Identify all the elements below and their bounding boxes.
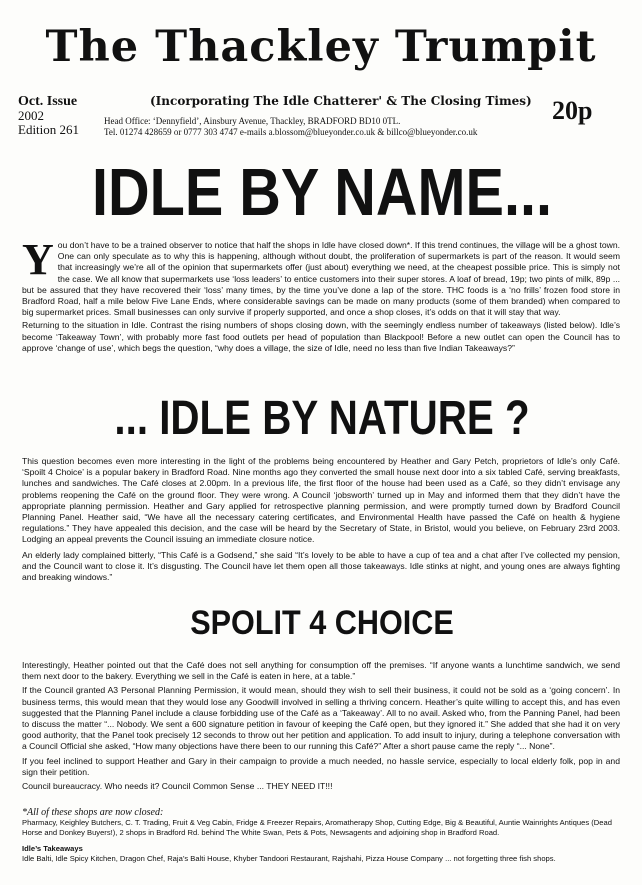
drop-cap: Y <box>22 235 54 284</box>
newspaper-title: The Thackley Trumpit <box>45 22 597 72</box>
section-1 <box>22 235 620 354</box>
section-1-paragraph-2: Returning to the situation in Idle. Contrast the rising numbers of shops closing down, with the seemingly endless number of takeaways (listed below). Idle’s become ‘Takeaway Town’, with probably more fast food outlets per head of population than Blackpool! Before a new outlet can open the Council has to approve ‘change of use’, which begs the question, “why does a village, the size of Idle, need no less than five Indian Takeaways?” <box>22 320 620 353</box>
headline-idle-by-name: IDLE BY NAME... <box>92 155 552 230</box>
takeaways-heading: Idle’s Takeaways <box>22 844 83 853</box>
newspaper-subtitle: (Incorporating The Idle Chatterer' & The Closing Times) <box>150 94 532 108</box>
section-3-paragraph-1: Interestingly, Heather pointed out that the Café does not sell anything for consumption off the premises. “If anyone wants a lunchtime sandwich, we send them next door to the bakery. Everything we sell in the Café is eaten in here, at a table.” <box>22 660 620 682</box>
price: 20p <box>552 96 593 125</box>
section-3-paragraph-4: Council bureaucracy. Who needs it? Council Common Sense ... THEY NEED IT!!! <box>22 781 333 792</box>
closed-shops-note <box>22 808 620 864</box>
closed-shops-list: Pharmacy, Keighley Butchers, C. T. Trading, Fruit & Veg Cabin, Fridge & Freezer Repairs, Aromatherapy Shop, Cutting Edge, Big & Beautiful, Auntie Wainrights Antiques (Dead Horse and Donkey Buyers!), 2 shops in Bradford Rd. behind The White Swan, Pets & Pots, Newsagents and adjoining shop in Bradford Road. <box>22 818 612 837</box>
section-2-paragraph-2: An elderly lady complained bitterly, “This Café is a Godsend,” she said “It’s lovely to be able to have a cup of tea and a chat after I’ve collected my pension, and the Council want to close it. It’s disgusting. The Council have let them open all those takeaways. Idle stinks at night, and young ones are always fighting and breaking windows.” <box>22 549 620 583</box>
issue-month: Oct. Issue <box>18 94 78 109</box>
issue-info <box>18 95 79 137</box>
section-3-paragraph-3: If you feel inclined to support Heather and Gary in their campaign to provide a much needed, no hassle service, especially to local elderly folk, pop in and sign their petition. <box>22 755 620 777</box>
office-line-2: Tel. 01274 428659 or 0777 303 4747 e-mails a.blossom@blueyonder.co.uk & billco@blueyonder.co.uk <box>104 127 478 137</box>
section-1-paragraph-1: ou don’t have to be a trained observer to notice that half the shops in Idle have closed down*. If this trend continues, the village will be a ghost town. One can only speculate as to why this is happening, although without doubt, the proliferation of supermarkets is part of the reason. It would seem that increasingly we’re all of the opinion that supermarkets offer (just about) everything we need, at the cheapest possible price. This is simply not the case. We all know that supermarkets use ‘loss leaders’ to entice customers into their super stores. A loaf of bread, 19p; two pints of milk, 89p ... but be assured that they have recovered their ‘loss’ many times, by the time you’ve done a lap of the store. THC foods is a ‘no frills’ frozen food store in Bradford Road, half a mile below Five Lane Ends, where considerable savings can be made on many products (some of them branded) when compared to big supermarket prices. Small businesses can only survive if properly supported, and once a shop closes, it’s odds on that it will stay that way. <box>22 240 620 318</box>
section-3 <box>22 660 620 792</box>
office-line-1: Head Office: ‘Dennyfield’, Ainsbury Avenue, Thackley, BRADFORD BD10 0TL. <box>104 116 401 126</box>
headline-spoilt-4-choice: SPOLIT 4 CHOICE <box>190 604 454 642</box>
edition-number: Edition 261 <box>18 122 80 137</box>
section-2 <box>22 456 620 583</box>
section-3-paragraph-2: If the Council granted A3 Personal Planning Permission, it would mean, should they wish to sell their business, it could not be sold as a ‘going concern’. In business terms, this would mean that they would lose any Goodwill involved in selling a thriving concern. Heather’s quite willing to accept this, and has even suggested that the Planning Panel include a clause forbidding use of the Café as a ‘Takeaway’. All to no avail. Asked who, from the Panning Panel, had been to discuss the matter “... Nobody. We sent a 600 signature petition in favour of keeping the Café open, but they ignored it.” She added that she had it on very good authority, that the Panel took precisely 12 seconds to throw out her petition and application. To add insult to injury, during a telephone conversation with a Council Official she asked, “How many objections have there been to our running this Café?” After a short pause came the reply “... None”. <box>22 685 620 752</box>
headline-idle-by-nature: ... IDLE BY NATURE ? <box>114 392 530 445</box>
closed-shops-heading: *All of these shops are now closed: <box>22 807 164 818</box>
office-address <box>104 116 477 138</box>
section-2-paragraph-1: This question becomes even more interesting in the light of the problems being encountered by Heather and Gary Petch, proprietors of Idle’s only Café. ‘Spoilt 4 Choice’ is a popular bakery in Bradford Road. Nine months ago they converted the small house next door into a six tabled Café, serving breakfasts, lunches and sandwiches. The Café closes at 2.00pm. In a previous life, the first floor of the house had been used as a Café, so they didn’t envisage any problems reopening the Café on the ground floor. They were wrong. A Council ‘jobsworth’ turned up in May and informed them that they didn’t have the appropriate planning permission. Heather and Gary applied for retrospective planning permission, and were promptly turned down by Bradford Council Planning Panel. Heather said, “We have all the necessary catering certificates, and Environmental Health have passed the Café on health & hygiene regulations.” They have appealed this decision, and the case will be heard by the Secretary of State, in Bristol, would you believe, on February 23rd 2003. Lodging an appeal prevents the Council issuing an immediate closure notice. <box>22 456 620 545</box>
takeaways-list: Idle Balti, Idle Spicy Kitchen, Dragon Chef, Raja’s Balti House, Khyber Tandoori Restaurant, Rajshahi, Pizza House Company ... not forgetting three fish shops. <box>22 854 556 863</box>
issue-year: 2002 <box>18 108 44 123</box>
